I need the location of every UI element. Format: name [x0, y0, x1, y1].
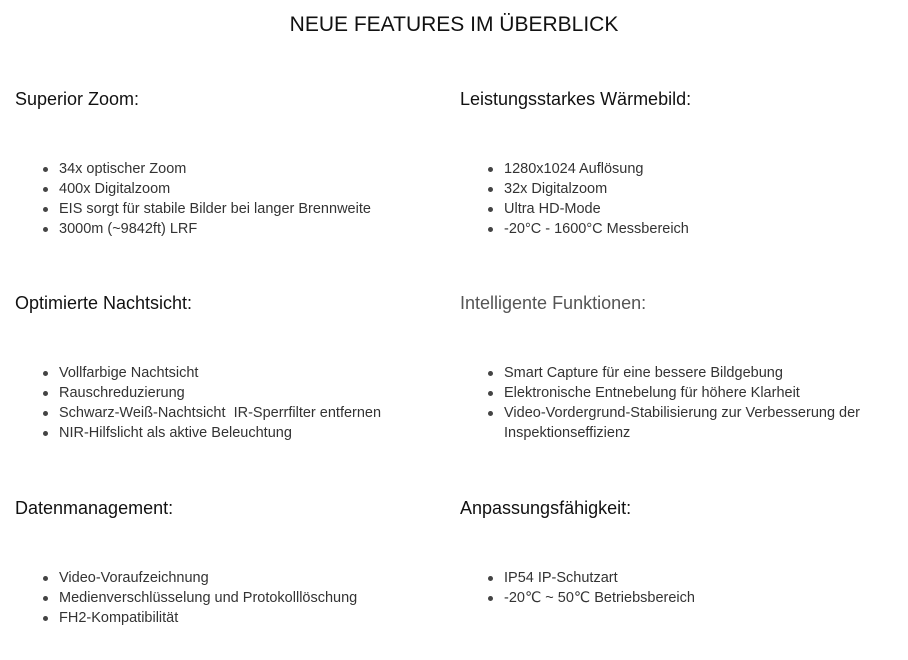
feature-list — [460, 159, 689, 239]
list-item: Smart Capture für eine bessere Bildgebung — [504, 363, 874, 383]
page-title: NEUE FEATURES IM ÜBERBLICK — [289, 13, 619, 36]
list-item: Rauschreduzierung — [59, 383, 381, 403]
section-waermebild — [460, 89, 900, 237]
list-item: 32x Digitalzoom — [504, 179, 689, 199]
list-item: Video-Vordergrund-Stabilisierung zur Verbesserung der Inspektionseffizienz — [504, 403, 874, 443]
list-item: Ultra HD-Mode — [504, 199, 689, 219]
list-item: NIR-Hilfslicht als aktive Beleuchtung — [59, 423, 381, 443]
list-item: Video-Voraufzeichnung — [59, 568, 357, 588]
feature-list — [15, 568, 357, 628]
section-heading: Intelligente Funktionen: — [460, 293, 647, 313]
section-anpassungsfaehigkeit — [460, 498, 900, 606]
list-item: -20°C - 1600°C Messbereich — [504, 221, 689, 237]
section-heading: Optimierte Nachtsicht: — [15, 293, 193, 313]
section-heading: Leistungsstarkes Wärmebild: — [460, 89, 692, 109]
section-nachtsicht — [15, 293, 455, 441]
list-item: IP54 IP-Schutzart — [504, 568, 695, 588]
list-item: FH2-Kompatibilität — [59, 608, 357, 628]
list-item: 400x Digitalzoom — [59, 179, 371, 199]
list-item: Vollfarbige Nachtsicht — [59, 363, 381, 383]
feature-list — [15, 363, 381, 443]
section-intelligente-funktionen — [460, 293, 900, 441]
list-item: 34x optischer Zoom — [59, 159, 371, 179]
section-superior-zoom — [15, 89, 455, 237]
feature-list — [460, 363, 874, 443]
feature-list — [15, 159, 371, 239]
list-item: Schwarz-Weiß-Nachtsicht IR-Sperrfilter entfernen — [59, 405, 382, 421]
section-heading: Superior Zoom: — [15, 89, 140, 109]
list-item: EIS sorgt für stabile Bilder bei langer Brennweite — [59, 201, 371, 217]
feature-list — [460, 568, 695, 608]
section-datenmanagement — [15, 498, 455, 626]
list-item: 1280x1024 Auflösung — [504, 159, 689, 179]
list-item: -20℃ ~ 50℃ Betriebsbereich — [504, 590, 695, 606]
section-heading: Anpassungsfähigkeit: — [460, 498, 632, 518]
list-item: Elektronische Entnebelung für höhere Klarheit — [504, 383, 874, 403]
section-heading: Datenmanagement: — [15, 498, 174, 518]
list-item: Medienverschlüsselung und Protokolllöschung — [59, 590, 358, 606]
list-item: 3000m (~9842ft) LRF — [59, 219, 371, 239]
